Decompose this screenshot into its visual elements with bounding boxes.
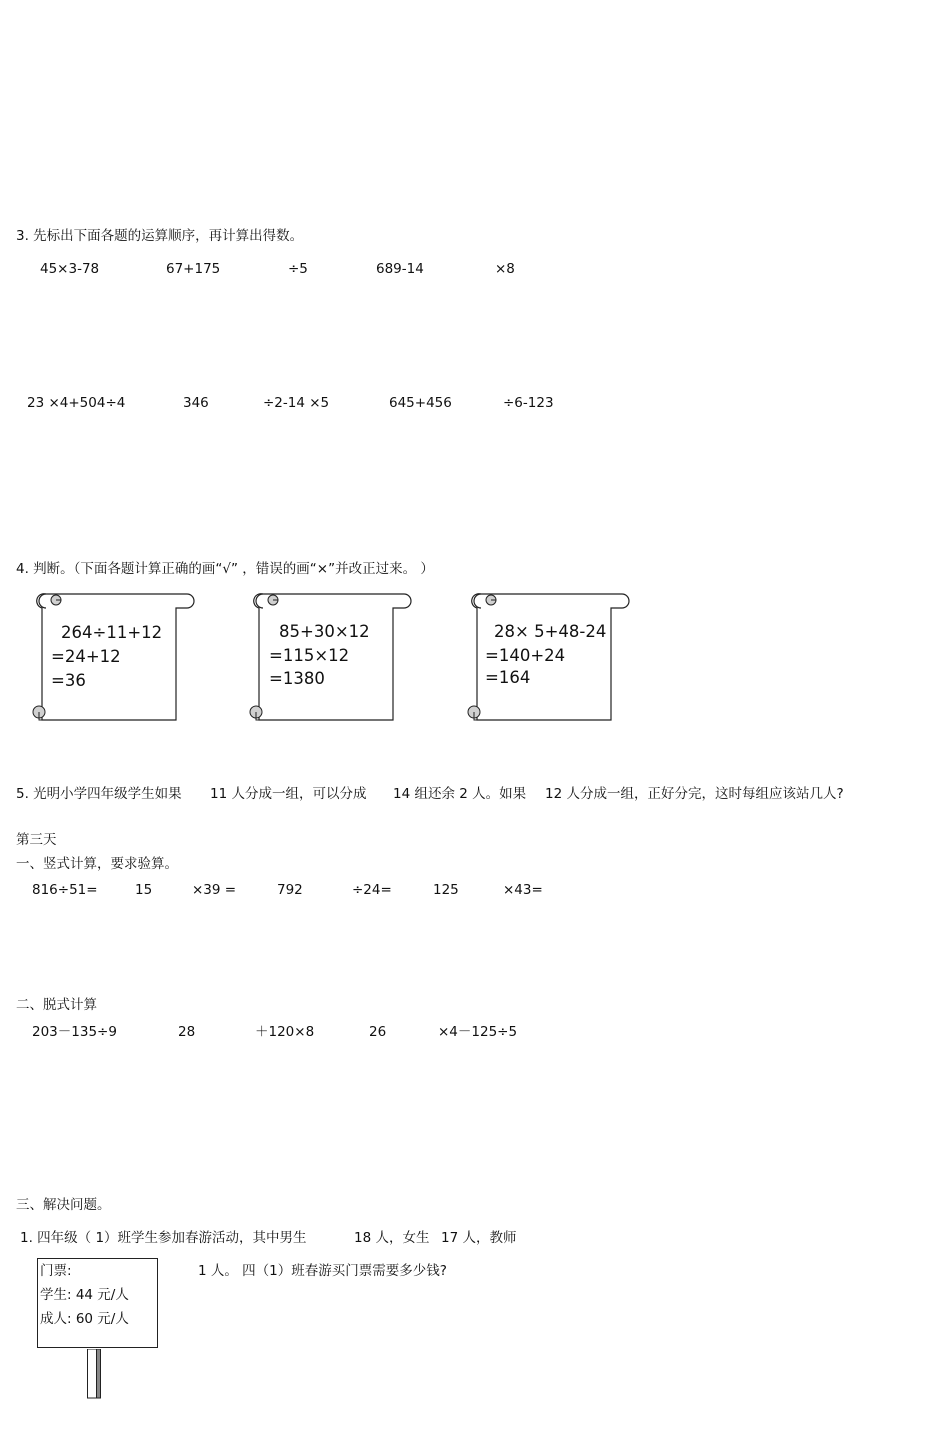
scroll-line: =36 — [51, 671, 86, 690]
section-title: 三、解决问题。 — [16, 1197, 111, 1213]
problem-text: 17 人，教师 — [441, 1230, 517, 1246]
ticket-title: 门票: — [40, 1263, 72, 1279]
q3-expr: ÷5 — [288, 261, 308, 277]
q5-text: 11 人分成一组，可以分成 — [210, 786, 367, 802]
q3-expr: 45×3-78 — [40, 261, 100, 277]
scroll-line: =164 — [485, 668, 531, 687]
scroll-card — [30, 590, 196, 724]
section-title: 二、脱式计算 — [16, 997, 97, 1013]
calc-item: 28 — [178, 1024, 196, 1040]
problem-text: 18 人，女生 — [354, 1230, 430, 1246]
q5-text: 5. 光明小学四年级学生如果 — [16, 786, 182, 802]
section-title: 一、竖式计算，要求验算。 — [16, 856, 178, 872]
calc-item: 26 — [369, 1024, 387, 1040]
sign-post-icon — [87, 1349, 101, 1399]
problem-text: 1 人。 四（1）班春游买门票需要多少钱? — [198, 1263, 447, 1279]
scroll-line: 85+30×12 — [279, 622, 370, 641]
calc-item: 203－135÷9 — [32, 1024, 117, 1040]
q3-expr: ÷2-14 ×5 — [263, 395, 330, 411]
scroll-line: =1380 — [269, 669, 325, 688]
q3-expr: ×8 — [495, 261, 515, 277]
calc-item: ×39 = — [192, 882, 237, 898]
problem-text: 1. 四年级（ 1）班学生参加春游活动，其中男生 — [20, 1230, 307, 1246]
q5-text: 12 人分成一组，正好分完，这时每组应该站几人? — [545, 786, 844, 802]
ticket-adult-price: 成人: 60 元/人 — [40, 1311, 129, 1327]
q3-expr: 689-14 — [376, 261, 424, 277]
scroll-line: 264÷11+12 — [61, 623, 163, 642]
q3-expr: 645+456 — [389, 395, 452, 411]
scroll-line: =24+12 — [51, 647, 121, 666]
calc-item: 816÷51= — [32, 882, 98, 898]
q3-expr: 67+175 — [166, 261, 221, 277]
calc-item: ＋120×8 — [255, 1024, 315, 1040]
scroll-line: =115×12 — [269, 646, 350, 665]
q3-expr: ÷6-123 — [503, 395, 554, 411]
scroll-card — [465, 590, 631, 724]
scroll-line: =140+24 — [485, 646, 566, 665]
day-title: 第三天 — [16, 832, 57, 848]
q3-expr: 23 ×4+504÷4 — [27, 395, 126, 411]
calc-item: ÷24= — [352, 882, 392, 898]
calc-item: 15 — [135, 882, 153, 898]
q4-title: 4. 判断。（下面各题计算正确的画“√” ，错误的画“×”并改正过来。 ） — [16, 561, 434, 577]
calc-item: ×43= — [503, 882, 543, 898]
q3-title: 3. 先标出下面各题的运算顺序，再计算出得数。 — [16, 228, 304, 244]
calc-item: 792 — [277, 882, 303, 898]
q3-expr: 346 — [183, 395, 209, 411]
calc-item: 125 — [433, 882, 459, 898]
calc-item: ×4－125÷5 — [438, 1024, 518, 1040]
ticket-student-price: 学生: 44 元/人 — [40, 1287, 129, 1303]
scroll-line: 28× 5+48-24 — [494, 622, 607, 641]
ticket-sign — [37, 1258, 158, 1348]
scroll-card — [247, 590, 413, 724]
q5-text: 14 组还余 2 人。如果 — [393, 786, 527, 802]
